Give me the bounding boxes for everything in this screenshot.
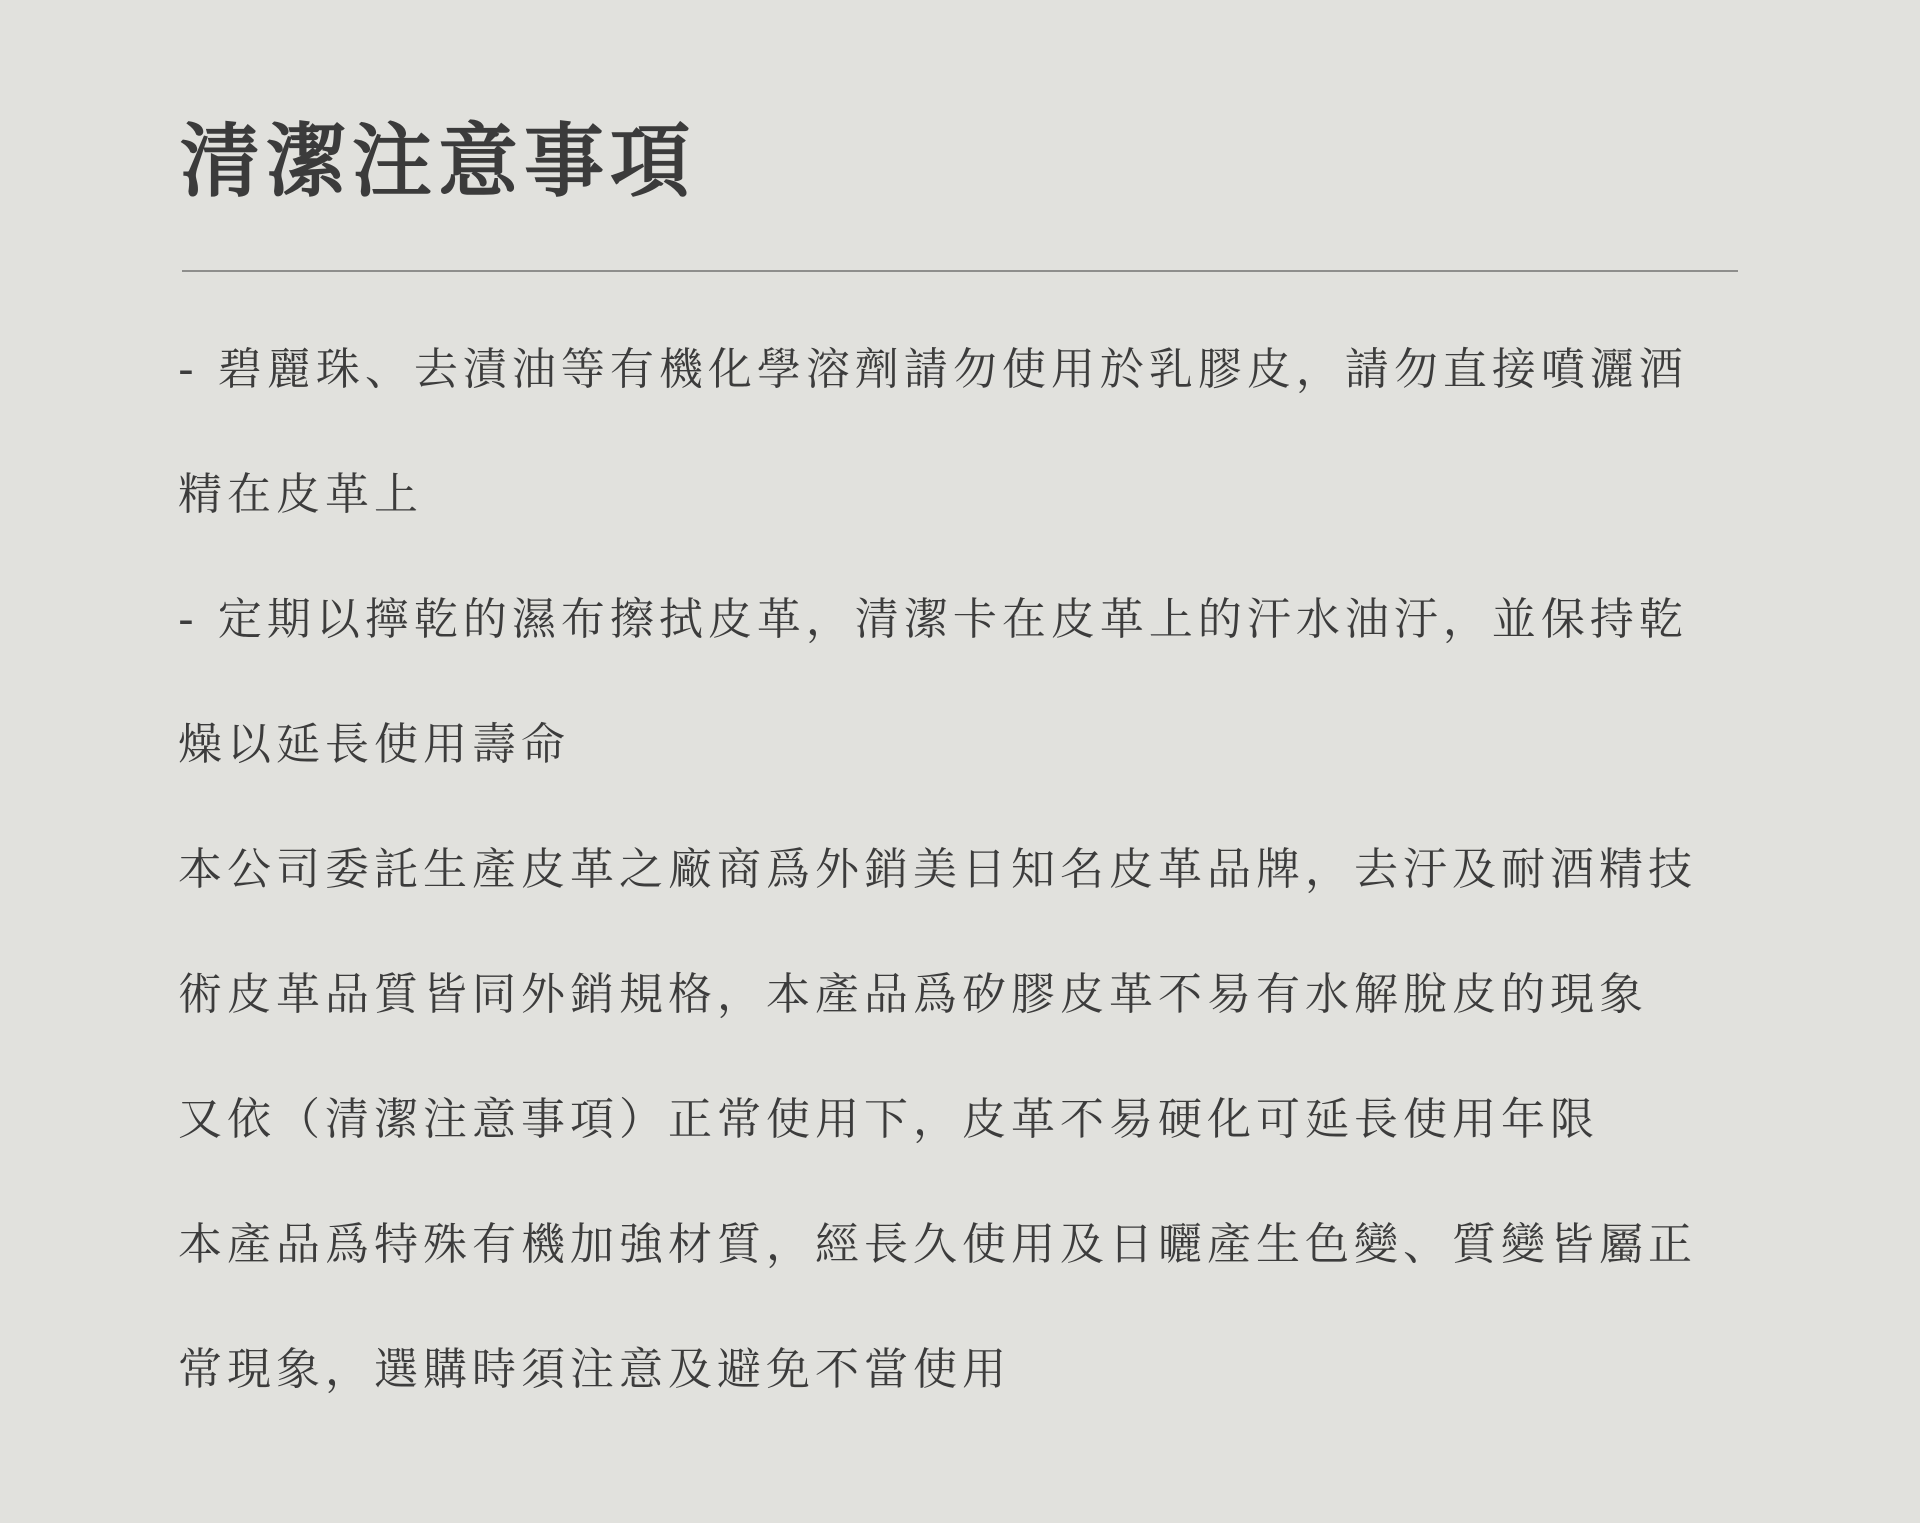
- instruction-line: 術皮革品質皆同外銷規格，本產品爲矽膠皮革不易有水解脫皮的現象: [178, 969, 1648, 1020]
- instruction-line: 本產品爲特殊有機加強材質，經長久使用及日曬產生色變、質變皆屬正: [178, 1219, 1697, 1270]
- instruction-line: 本公司委託生產皮革之廠商爲外銷美日知名皮革品牌，去汙及耐酒精技: [178, 844, 1697, 895]
- instructions-body: [178, 325, 1778, 1450]
- title-divider: [182, 270, 1738, 272]
- instruction-line: - 碧麗珠、去漬油等有機化學溶劑請勿使用於乳膠皮，請勿直接噴灑酒: [178, 344, 1688, 395]
- instruction-line: 又依（清潔注意事項）正常使用下，皮革不易硬化可延長使用年限: [178, 1094, 1599, 1145]
- instruction-line: - 定期以擰乾的濕布擦拭皮革，清潔卡在皮革上的汗水油汙，並保持乾: [178, 594, 1688, 645]
- page-title: 清潔注意事項: [180, 115, 696, 208]
- instruction-line: 燥以延長使用壽命: [178, 719, 570, 770]
- instruction-line: 常現象，選購時須注意及避免不當使用: [178, 1344, 1011, 1395]
- instruction-line: 精在皮革上: [178, 469, 423, 520]
